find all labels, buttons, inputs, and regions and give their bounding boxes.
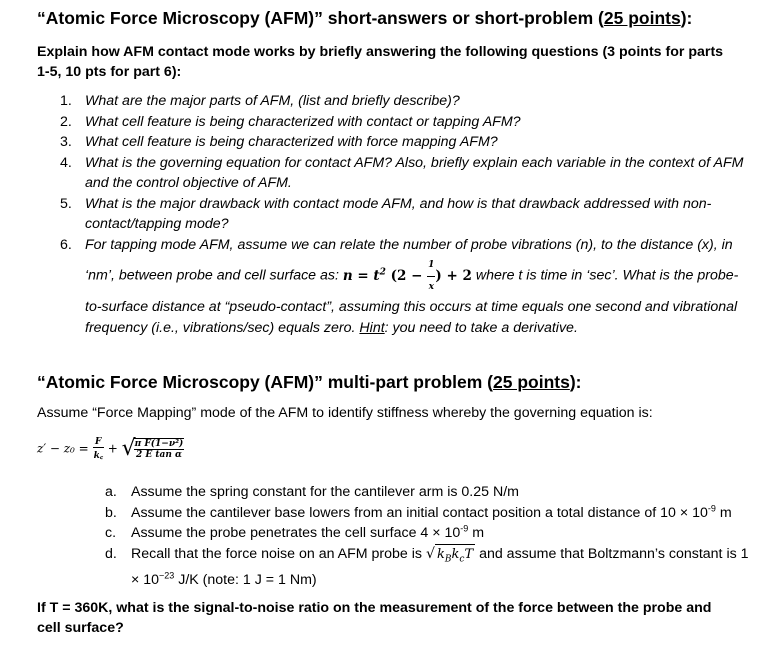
exponent: -9 bbox=[460, 523, 469, 534]
final-question: If T = 360K, what is the signal-to-noise ratio on the measurement of the force between the probe and cell surface? bbox=[37, 600, 712, 636]
question-text: What cell feature is being characterized with contact or tapping AFM? bbox=[85, 113, 521, 130]
item-number: 5. bbox=[60, 195, 72, 212]
force-noise-radicand bbox=[435, 544, 475, 570]
section1-intro: Explain how AFM contact mode works by briefly answering the following questions (3 points for parts 1-5, 10 pts for part 6): bbox=[37, 44, 724, 80]
eq-frac-num: 1 bbox=[427, 255, 435, 277]
section1-title-points: 25 points bbox=[603, 8, 681, 28]
list-item bbox=[105, 482, 750, 503]
list-item bbox=[54, 91, 744, 112]
question-text: What cell feature is being characterized with force mapping AFM? bbox=[85, 134, 498, 150]
item-letter: c. bbox=[105, 525, 117, 541]
hint-text: : you need to take a derivative. bbox=[384, 319, 578, 336]
rad-k1: k bbox=[437, 546, 445, 562]
sqrt-symbol: √ bbox=[425, 545, 435, 562]
eq-lhs: n = t bbox=[342, 267, 380, 284]
part-text: Assume the probe penetrates the cell surface 4 × 10 bbox=[131, 525, 461, 541]
item-number: 2. bbox=[60, 113, 72, 130]
eq-sqrt-fraction bbox=[134, 438, 185, 460]
section1-title bbox=[37, 8, 692, 29]
part-text: Assume the spring constant for the cantilever arm is 0.25 N/m bbox=[131, 484, 519, 500]
eq-plus: + bbox=[107, 441, 118, 456]
assume-text: Assume “Force Mapping” mode of the AFM to identify stiffness whereby the governing equation is: bbox=[37, 405, 653, 421]
eq-frac-den: k꜀ bbox=[93, 450, 103, 461]
item-number: 6. bbox=[60, 236, 72, 253]
part-text: Recall that the force noise on an AFM probe is bbox=[131, 545, 426, 562]
list-item bbox=[105, 503, 750, 524]
eq-sqrt-num: π F(1−ν²) bbox=[134, 438, 184, 449]
list-item bbox=[54, 153, 744, 194]
question-list bbox=[54, 91, 744, 338]
rad-t: T bbox=[464, 546, 474, 562]
governing-equation bbox=[37, 436, 184, 461]
part-text-unit: m bbox=[715, 504, 732, 521]
question-text-cont: where t is time in ‘sec’. What is the probe-to-surface distance at “pseudo-contact”, assuming this occurs at time equals one second and vibrational frequency (i.e., vibrations/sec) equals zero. bbox=[85, 267, 739, 336]
eq-exponent: 2 bbox=[379, 267, 386, 277]
list-item bbox=[54, 194, 744, 235]
item-number: 3. bbox=[60, 134, 72, 150]
section2-title-suffix: ): bbox=[569, 372, 582, 392]
item-number: 1. bbox=[60, 93, 72, 109]
question-text: For tapping mode AFM, assume we can relate the number of probe vibrations (n), to the distance (x), in ‘nm’, between probe and cell surface as: bbox=[85, 236, 733, 284]
item-letter: d. bbox=[105, 545, 117, 562]
rad-sub-b: B bbox=[444, 554, 452, 565]
eq-lhs: z′ − z₀ = bbox=[37, 441, 89, 456]
eq-sqrt-den: 2 E tan α bbox=[135, 449, 182, 460]
eq-frac-den: x bbox=[428, 281, 434, 292]
section1-title-prefix: “Atomic Force Microscopy (AFM)” short-answers or short-problem ( bbox=[37, 8, 604, 28]
eq-frac-num: F bbox=[93, 437, 104, 448]
part-text-unit: J/K (note: 1 J = 1 Nm) bbox=[174, 571, 317, 588]
part-text-unit: m bbox=[468, 525, 485, 541]
item-letter: a. bbox=[105, 484, 117, 500]
list-item bbox=[54, 235, 744, 339]
sqrt-symbol: √ bbox=[121, 436, 136, 461]
part-text-cont: and assume that Boltzmann’s constant is 1 × 10 bbox=[131, 545, 749, 588]
section2-title bbox=[37, 372, 581, 393]
section1-title-suffix: ): bbox=[680, 8, 693, 28]
item-number: 4. bbox=[60, 154, 72, 171]
section2-title-points: 25 points bbox=[493, 372, 570, 392]
item-letter: b. bbox=[105, 504, 117, 521]
question-text: What is the major drawback with contact mode AFM, and how is that drawback addressed with non-contact/tapping mode? bbox=[85, 195, 712, 232]
parts-list bbox=[105, 482, 750, 590]
rad-k2: k bbox=[451, 546, 460, 562]
question-text: What are the major parts of AFM, (list and briefly describe)? bbox=[85, 93, 460, 109]
list-item bbox=[105, 544, 750, 591]
eq-open: (2 − bbox=[385, 267, 428, 284]
exponent: −23 bbox=[159, 569, 175, 580]
list-item bbox=[54, 112, 744, 133]
hint-label: Hint bbox=[359, 319, 385, 336]
part-text: Assume the cantilever base lowers from an initial contact position a total distance of 10 × 10 bbox=[131, 504, 708, 521]
section2-title-prefix: “Atomic Force Microscopy (AFM)” multi-part problem ( bbox=[37, 372, 493, 392]
vibration-equation bbox=[342, 260, 472, 292]
question-text: What is the governing equation for contact AFM? Also, briefly explain each variable in the context of AFM and the control objective of AFM. bbox=[85, 154, 744, 191]
list-item bbox=[54, 132, 744, 153]
eq-fraction-f-over-k bbox=[93, 437, 104, 461]
list-item bbox=[105, 523, 750, 544]
eq-close: ) + 2 bbox=[435, 267, 472, 284]
exponent: -9 bbox=[707, 502, 716, 513]
rad-sub-c: c bbox=[459, 554, 465, 565]
